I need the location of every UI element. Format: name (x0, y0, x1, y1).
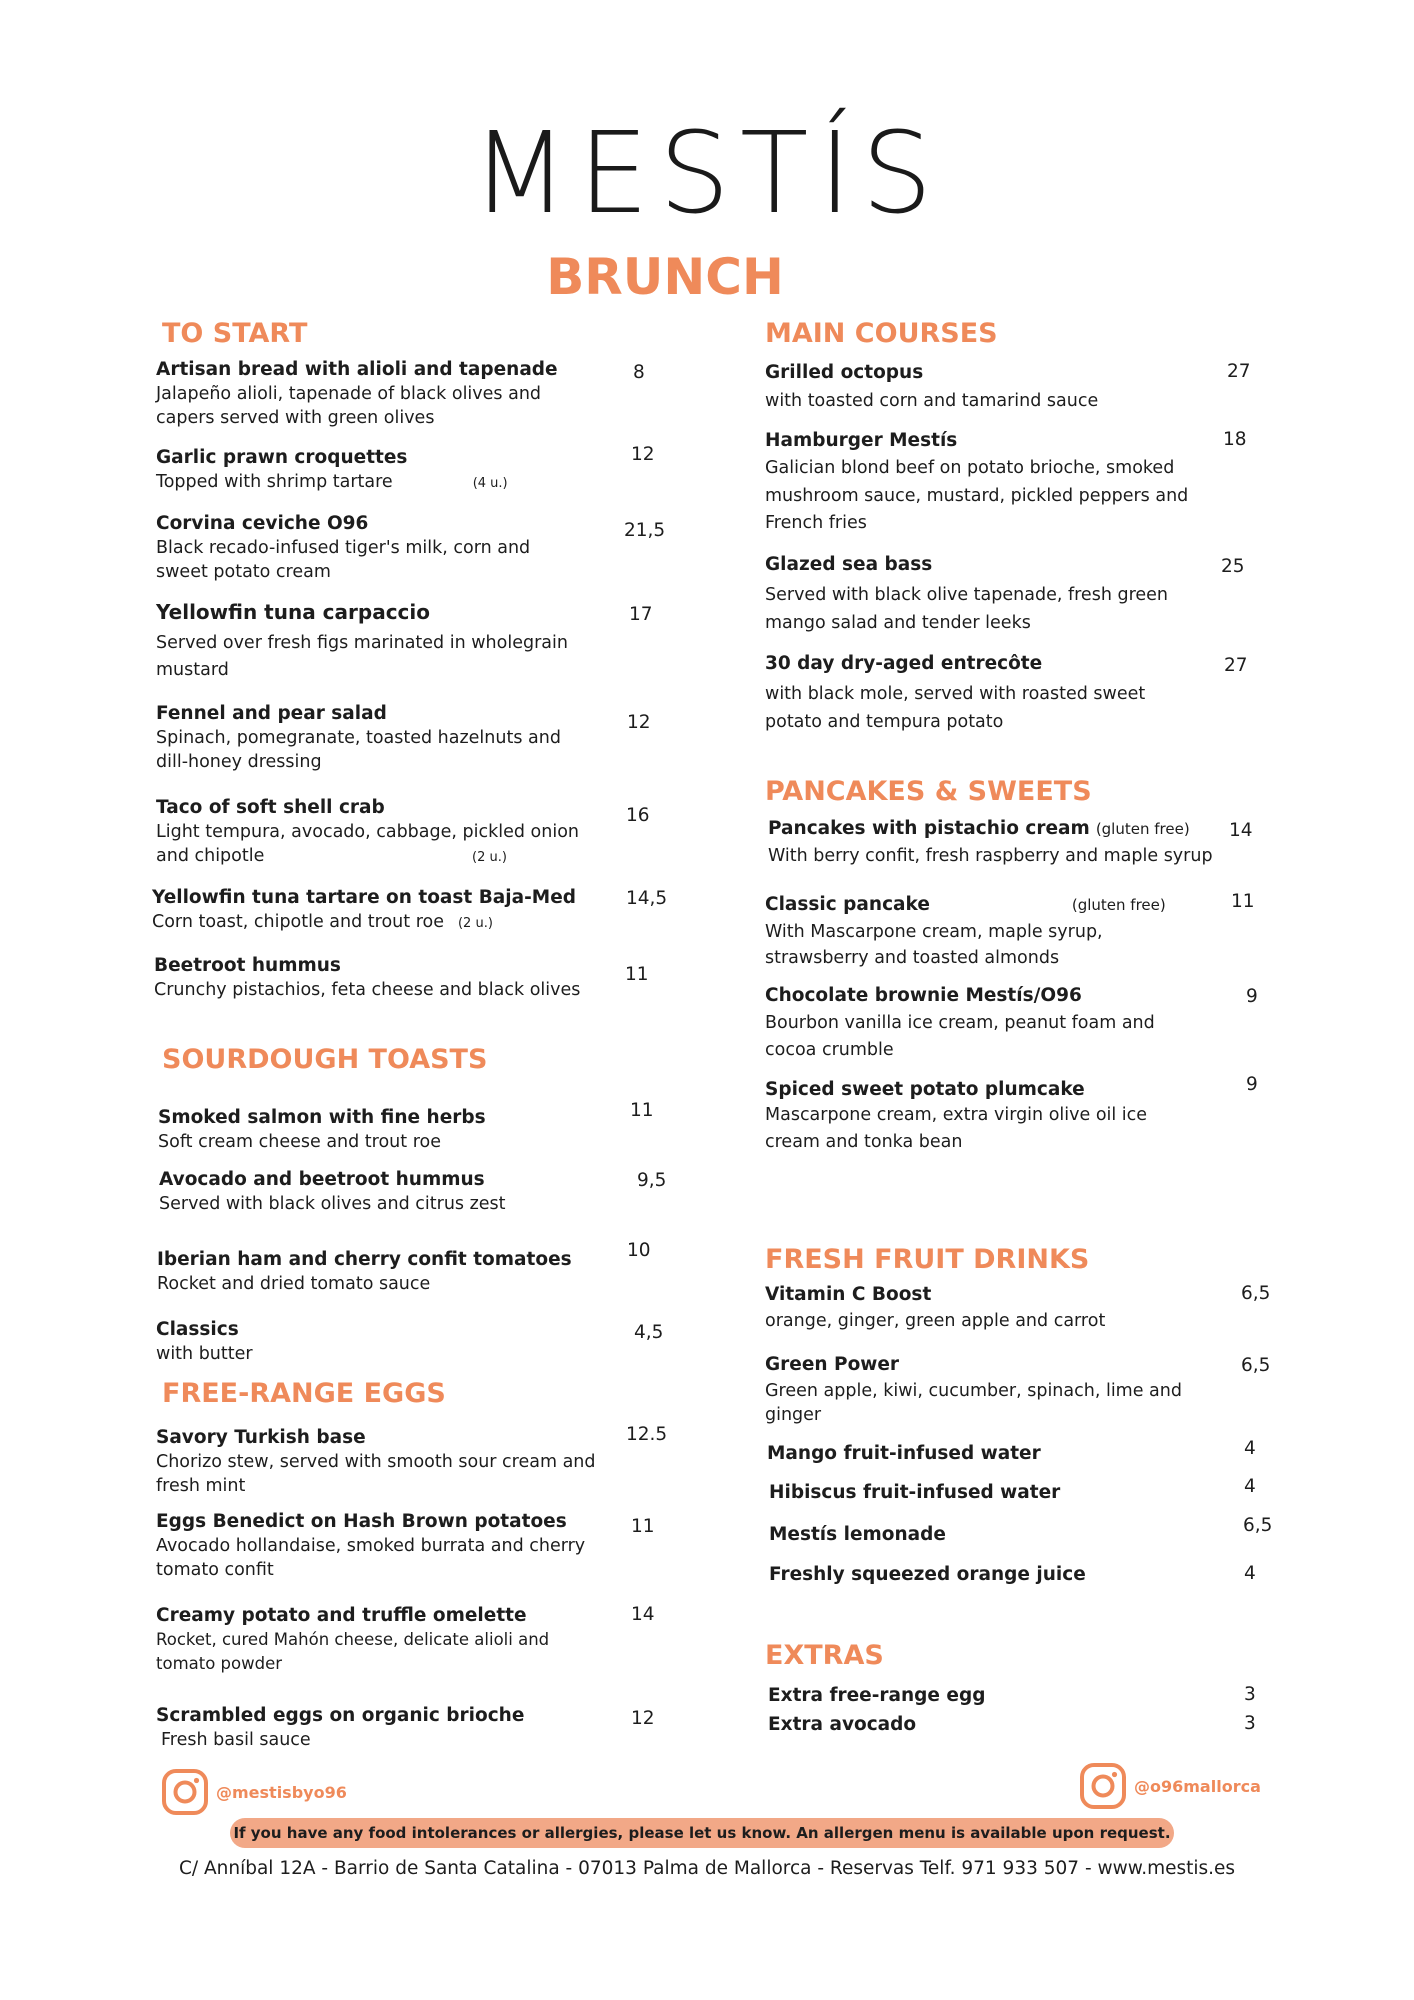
item-desc: Served over fresh figs marinated in wholegrain mustard (156, 633, 568, 680)
item-price: 27 (1227, 361, 1251, 382)
item-name: Classic pancake (765, 894, 930, 915)
menu-item (768, 1713, 916, 1737)
item-price: 18 (1223, 429, 1247, 450)
item-price: 11 (630, 1100, 654, 1121)
menu-item (156, 1318, 586, 1366)
item-desc: Black recado-infused tiger's milk, corn and sweet potato cream (156, 538, 531, 582)
instagram-icon (1078, 1761, 1128, 1811)
item-desc: With Mascarpone cream, maple syrup, strawsberry and toasted almonds (765, 922, 1103, 968)
item-name: Smoked salmon with fine herbs (158, 1107, 486, 1128)
item-desc: Corn toast, chipotle and trout roe (152, 912, 444, 932)
item-price: 9,5 (637, 1170, 667, 1191)
menu-item (156, 1704, 596, 1752)
instagram-handle: @o96mallorca (1134, 1776, 1261, 1796)
section-title-drinks: FRESH FRUIT DRINKS (765, 1244, 1090, 1275)
item-price: 21,5 (624, 520, 666, 541)
item-price: 25 (1221, 556, 1245, 577)
menu-item (158, 1106, 588, 1154)
item-name: Hibiscus fruit-infused water (769, 1482, 1061, 1503)
item-desc: Spinach, pomegranate, toasted hazelnuts and dill-honey dressing (156, 728, 561, 772)
item-name: Fennel and pear salad (156, 703, 387, 724)
item-desc: Served with black olive tapenade, fresh green mango salad and tender leeks (765, 585, 1169, 633)
item-price: 4,5 (634, 1322, 664, 1343)
item-name: Mango fruit-infused water (767, 1443, 1041, 1464)
footer-address: C/ Anníbal 12A - Barrio de Santa Catalina - 07013 Palma de Mallorca - Reservas Telf. 971 933 507 - www.mestis.es (178, 1858, 1236, 1879)
menu-item (765, 1353, 1195, 1427)
item-price: 9 (1246, 986, 1258, 1007)
item-desc: Fresh basil sauce (161, 1730, 311, 1750)
menu-item (768, 1684, 985, 1708)
item-price: 14 (631, 1604, 655, 1625)
item-price: 3 (1244, 1684, 1256, 1705)
item-name: Taco of soft shell crab (156, 797, 385, 818)
item-desc: Crunchy pistachios, feta cheese and black olives (154, 980, 581, 1000)
menu-item (154, 954, 584, 1002)
item-name: Iberian ham and cherry confit tomatoes (157, 1249, 572, 1270)
item-name: Mestís lemonade (769, 1524, 946, 1545)
item-name: Pancakes with pistachio cream (768, 818, 1090, 839)
section-title-pancakes: PANCAKES & SWEETS (765, 776, 1092, 807)
item-desc: Soft cream cheese and trout roe (158, 1132, 441, 1152)
menu-item (765, 361, 1195, 413)
menu-item (156, 600, 586, 684)
item-name: Spiced sweet potato plumcake (765, 1079, 1085, 1100)
menu-item (156, 1604, 556, 1676)
menu-item (765, 1283, 1195, 1333)
item-price: 4 (1244, 1563, 1256, 1584)
item-price: 11 (1231, 891, 1255, 912)
menu-item (159, 1168, 589, 1216)
item-desc: Jalapeño alioli, tapenade of black olives and capers served with green olives (156, 384, 542, 428)
section-title-extras: EXTRAS (765, 1640, 884, 1671)
item-price: 9 (1246, 1074, 1258, 1095)
menu-item (156, 446, 586, 496)
item-note: (4 u.) (472, 476, 508, 491)
item-name: Classics (156, 1319, 239, 1340)
item-price: 12 (631, 444, 655, 465)
brand-logo: MESTÍS (471, 109, 943, 239)
item-name: Garlic prawn croquettes (156, 447, 408, 468)
item-price: 12 (631, 1708, 655, 1729)
item-desc: Rocket, cured Mahón cheese, delicate alioli and tomato powder (156, 1630, 550, 1673)
section-title-eggs: FREE-RANGE EGGS (162, 1378, 446, 1409)
item-desc: Mascarpone cream, extra virgin olive oil ice cream and tonka bean (765, 1105, 1148, 1152)
section-title-main: MAIN COURSES (765, 318, 998, 349)
item-price: 11 (631, 1516, 655, 1537)
item-price: 16 (626, 805, 650, 826)
menu-item (769, 1523, 946, 1547)
item-name: Hamburger Mestís (765, 430, 958, 451)
item-price: 4 (1244, 1476, 1256, 1497)
menu-item (767, 1442, 1041, 1466)
item-price: 6,5 (1243, 1515, 1273, 1536)
menu-item (769, 1481, 1060, 1505)
item-name: Green Power (765, 1354, 900, 1375)
item-price: 8 (633, 362, 645, 383)
menu-item (156, 358, 586, 430)
instagram-link-left[interactable] (160, 1767, 347, 1817)
item-price: 6,5 (1241, 1355, 1271, 1376)
instagram-icon (160, 1767, 210, 1817)
item-desc: Chorizo stew, served with smooth sour cream and fresh mint (156, 1452, 596, 1496)
item-desc: Topped with shrimp tartare (156, 472, 393, 492)
item-name: Glazed sea bass (765, 554, 933, 575)
item-price: 27 (1224, 655, 1248, 676)
item-price: 14 (1229, 820, 1253, 841)
menu-item (156, 1426, 596, 1498)
section-title-sourdough: SOURDOUGH TOASTS (162, 1044, 488, 1075)
item-desc: Galician blond beef on potato brioche, smoked mushroom sauce, mustard, pickled peppers and French fries (765, 458, 1189, 533)
item-desc: Avocado hollandaise, smoked burrata and cherry tomato confit (156, 1536, 586, 1580)
menu-item (765, 984, 1195, 1064)
item-name: Yellowfin tuna tartare on toast Baja-Med (152, 887, 576, 908)
item-price: 6,5 (1241, 1283, 1271, 1304)
item-name: Extra avocado (768, 1714, 917, 1735)
item-name: Corvina ceviche O96 (156, 513, 369, 534)
menu-item (156, 796, 586, 868)
item-name: Scrambled eggs on organic brioche (156, 1705, 525, 1726)
item-name: Savory Turkish base (156, 1427, 366, 1448)
item-desc: with black mole, served with roasted sweet potato and tempura potato (765, 684, 1146, 732)
menu-item (765, 893, 1195, 971)
menu-item (769, 1563, 1086, 1587)
item-name: Extra free-range egg (768, 1685, 986, 1706)
item-name: Eggs Benedict on Hash Brown potatoes (156, 1511, 567, 1532)
instagram-link-right[interactable] (1078, 1761, 1261, 1811)
item-desc: Rocket and dried tomato sauce (157, 1274, 431, 1294)
item-name: Chocolate brownie Mestís/O96 (765, 985, 1082, 1006)
item-desc: Bourbon vanilla ice cream, peanut foam and cocoa crumble (765, 1013, 1155, 1060)
menu-item (765, 429, 1195, 538)
item-desc: Green apple, kiwi, cucumber, spinach, lime and ginger (765, 1381, 1182, 1425)
item-desc: Light tempura, avocado, cabbage, pickled onion and chipotle (156, 822, 579, 866)
menu-item (156, 702, 586, 774)
item-price: 17 (629, 604, 653, 625)
item-desc: Served with black olives and citrus zest (159, 1194, 506, 1214)
section-title-to-start: TO START (162, 318, 308, 349)
menu-item (156, 512, 586, 584)
item-desc: With berry confit, fresh raspberry and maple syrup (768, 846, 1213, 866)
menu-item (157, 1248, 607, 1296)
item-desc: with butter (156, 1344, 253, 1364)
item-price: 12 (627, 712, 651, 733)
item-name: Vitamin C Boost (765, 1284, 932, 1305)
instagram-handle: @mestisbyo96 (216, 1782, 347, 1802)
item-note: (gluten free) (1071, 896, 1166, 914)
item-desc: orange, ginger, green apple and carrot (765, 1311, 1106, 1331)
item-price: 11 (625, 964, 649, 985)
item-name: Artisan bread with alioli and tapenade (156, 359, 558, 380)
allergen-notice: If you have any food intolerances or allergies, please let us know. An allergen menu is available upon request. (230, 1818, 1174, 1848)
item-price: 3 (1244, 1713, 1256, 1734)
item-name: 30 day dry-aged entrecôte (765, 653, 1043, 674)
menu-item (768, 817, 1228, 868)
item-price: 14,5 (626, 888, 668, 909)
menu-subtitle: BRUNCH (546, 248, 784, 306)
item-price: 10 (627, 1240, 651, 1261)
item-name: Avocado and beetroot hummus (159, 1169, 485, 1190)
item-name: Creamy potato and truffle omelette (156, 1605, 527, 1626)
item-note: (gluten free) (1095, 820, 1190, 838)
menu-item (152, 886, 592, 936)
menu-item (765, 1078, 1195, 1156)
menu-item (156, 1510, 596, 1582)
item-name: Freshly squeezed orange juice (769, 1564, 1086, 1585)
item-price: 12.5 (626, 1424, 668, 1445)
item-note: (2 u.) (472, 850, 507, 865)
item-name: Yellowfin tuna carpaccio (156, 600, 430, 624)
menu-item (765, 553, 1205, 637)
menu-item (765, 652, 1195, 736)
item-name: Grilled octopus (765, 362, 924, 383)
item-desc: with toasted corn and tamarind sauce (765, 391, 1099, 411)
item-price: 4 (1244, 1438, 1256, 1459)
item-note: (2 u.) (457, 916, 493, 931)
item-name: Beetroot hummus (154, 955, 341, 976)
